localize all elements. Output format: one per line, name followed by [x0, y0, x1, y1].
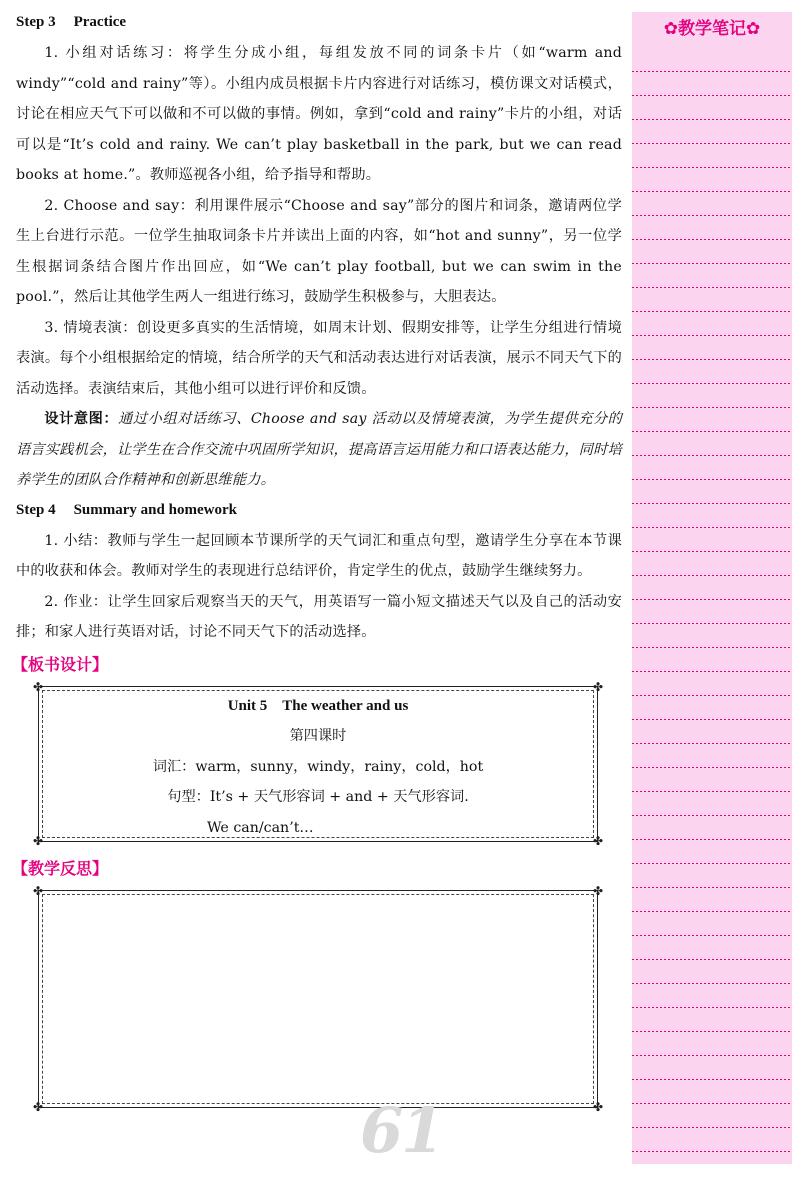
design-intent-label: 设计意图： — [44, 411, 119, 427]
notes-ruled-lines — [632, 48, 792, 1164]
board-lesson: 第四课时 — [289, 728, 347, 744]
step3-title: Practice — [73, 14, 127, 30]
board-vocab: 词汇：warm，sunny，windy，rainy，cold，hot — [152, 758, 484, 775]
board-title: Unit 5 The weather and us — [227, 697, 409, 714]
corner-knot-icon: ✤ — [33, 833, 44, 848]
corner-knot-icon: ✤ — [592, 833, 603, 848]
page-number: 61 — [360, 1094, 443, 1167]
step4-title: Summary and homework — [73, 501, 237, 518]
step4-label: Step 4 — [16, 501, 56, 518]
step4-heading — [16, 498, 622, 522]
board-pattern-2: We can/can’t… — [207, 819, 314, 836]
board-pattern: 句型：It’s + 天气形容词 + and + 天气形容词. — [167, 789, 469, 805]
step3-paragraph-1: 1. 小组对话练习：将学生分成小组，每组发放不同的词条卡片（如“warm and windy”“cold and rainy”等）。小组内成员根据卡片内容进行对话练习，模仿课文对话模式，讨论在相应天气下可以做和不可以做的事情。例如，拿到“cold and rainy”卡片的小组，对话可以是“It’s cold and rainy. We can’t play basketball in the park, but we can read books at home.”。教师巡视各小组，给予指导和帮助。 — [16, 45, 622, 183]
step3-paragraph-2: 2. Choose and say：利用课件展示“Choose and say”部分的图片和词条，邀请两位学生上台进行示范。一位学生抽取词条卡片并读出上面的内容，如“hot and sunny”，另一位学生根据词条结合图片作出回应，如“We can’t play football, but we can swim in the pool.”，然后让其他学生两人一组进行练习，鼓励学生积极参与，大胆表达。 — [16, 197, 622, 305]
corner-knot-icon: ✤ — [33, 1099, 44, 1114]
step3-label: Step 3 — [16, 14, 56, 30]
teaching-reflection-frame — [33, 883, 603, 1114]
corner-knot-icon: ✤ — [592, 883, 603, 898]
teaching-reflection-label: 【教学反思】 — [12, 858, 109, 878]
step4-paragraph-1: 1. 小结：教师与学生一起回顾本节课所学的天气词汇和重点句型，邀请学生分享在本节课中的收获和体会。教师对学生的表现进行总结评价，肯定学生的优点，鼓励学生继续努力。 — [16, 532, 622, 579]
corner-knot-icon: ✤ — [33, 679, 44, 694]
design-intent-text: 通过小组对话练习、Choose and say 活动以及情境表演，为学生提供充分的语言实践机会，让学生在合作交流中巩固所学知识，提高语言运用能力和口语表达能力，同时培养学生的团队合作精神和创新思维能力。 — [16, 411, 622, 488]
design-intent — [16, 404, 622, 496]
corner-knot-icon: ✤ — [592, 1099, 603, 1114]
board-design-label: 【板书设计】 — [12, 654, 109, 674]
step4-paragraph-2: 2. 作业：让学生回家后观察当天的天气，用英语写一篇小短文描述天气以及自己的活动安排；和家人进行英语对话，讨论不同天气下的活动选择。 — [16, 593, 622, 640]
step3-paragraph-3: 3. 情境表演：创设更多真实的生活情境，如周末计划、假期安排等，让学生分组进行情境表演。每个小组根据给定的情境，结合所学的天气和活动表达进行对话表演，展示不同天气下的活动选择。表演结束后，其他小组可以进行评价和反馈。 — [16, 319, 622, 397]
teaching-notes-title: ✿教学笔记✿ — [663, 19, 761, 39]
teaching-notes-sidebar — [632, 12, 792, 1164]
corner-knot-icon: ✤ — [592, 679, 603, 694]
step3-heading — [16, 10, 622, 34]
board-design-frame — [33, 679, 603, 848]
corner-knot-icon: ✤ — [33, 883, 44, 898]
main-content — [12, 10, 622, 1114]
